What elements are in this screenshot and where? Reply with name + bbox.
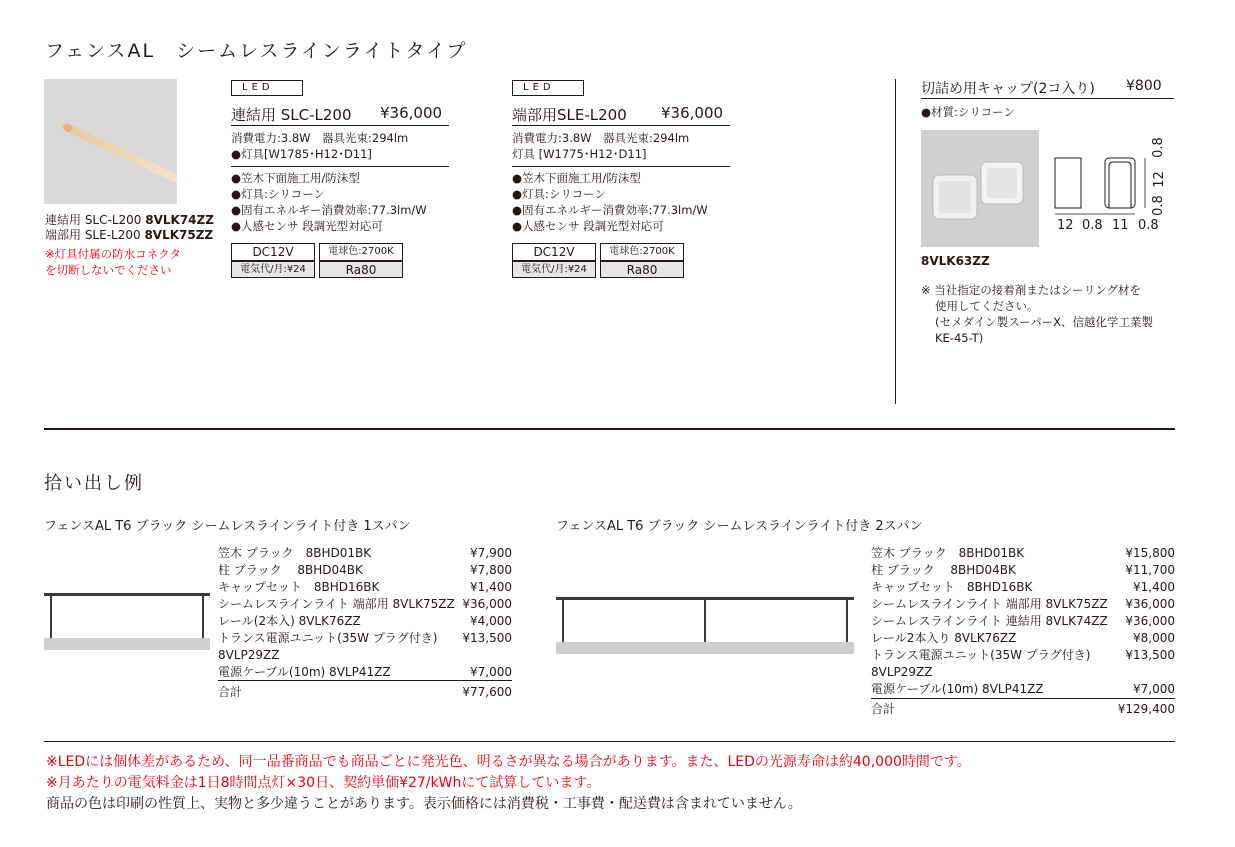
led-strip-image — [44, 79, 177, 204]
spec-line: 灯具 [W1775･H12･D11] — [512, 147, 647, 161]
list-item: 笠木 ブラック 8BHD01BK ¥7,900 — [218, 546, 512, 560]
list-item: トランス電源ユニット(35W プラグ付き) ¥13,500 — [218, 631, 512, 645]
cap-note: KE-45-T) — [935, 331, 984, 345]
cap-note: (セメダイン製スーパーX、信越化学工業製 — [935, 315, 1153, 329]
feature-line: ●固有エネルギー消費効率:77.3lm/W — [231, 203, 427, 217]
list-item: レール2本入り 8VLK76ZZ ¥8,000 — [871, 631, 1175, 645]
spec-line: 消費電力:3.8W 器具光束:294lm — [231, 131, 409, 145]
cap-photo — [921, 130, 1039, 247]
page-title: フェンスAL シームレスラインライトタイプ — [45, 40, 468, 62]
ra-box: Ra80 — [319, 261, 403, 278]
feature-line: ●人感センサ 段調光型対応可 — [231, 219, 383, 233]
dim-h2: 12 — [1151, 171, 1167, 188]
list-item: 柱 ブラック 8BHD04BK ¥7,800 — [218, 563, 512, 577]
product-name: 連結用 SLC-L200 — [231, 106, 352, 124]
example-title-2span: フェンスAL T6 ブラック シームレスラインライト付き 2スパン — [556, 519, 923, 534]
product-photo — [44, 79, 177, 204]
cap-code: 8VLK63ZZ — [921, 254, 990, 268]
ra-box: Ra80 — [600, 261, 684, 278]
cap-note: 使用してください。 — [935, 299, 1039, 313]
voltage-box: DC12V — [512, 243, 596, 261]
list-item: キャップセット 8BHD16BK ¥1,400 — [871, 580, 1175, 594]
example-heading: 拾い出し例 — [44, 473, 144, 494]
product-price: ¥36,000 — [661, 104, 724, 122]
example-title-1span: フェンスAL T6 ブラック シームレスラインライト付き 1スパン — [44, 519, 411, 534]
feature-line: ●人感センサ 段調光型対応可 — [512, 219, 664, 233]
voltage-box: DC12V — [231, 243, 315, 261]
fence-2span-illustration — [556, 594, 856, 654]
warning-text-2: を切断しないでください — [45, 263, 172, 277]
list-item: レール(2本入) 8VLK76ZZ ¥4,000 — [218, 614, 512, 628]
list-item: 笠木 ブラック 8BHD01BK ¥15,800 — [871, 546, 1175, 560]
product-name: 端部用SLE-L200 — [512, 106, 627, 124]
color-temp-box: 電球色:2700K — [600, 243, 684, 261]
cap-note: ※ 当社指定の接着剤またはシーリング材を — [921, 283, 1142, 297]
cap-image — [921, 130, 1039, 247]
dim-w3: 11 — [1112, 218, 1129, 233]
dim-w1: 12 — [1057, 218, 1074, 233]
footer-note-led: ※LEDには個体差があるため、同一品番商品でも商品ごとに発光色、明るさが異なる場合があります。また、LEDの光源寿命は約40,000時間です。 — [46, 754, 971, 770]
led-tag: LED — [512, 80, 584, 96]
section-divider — [44, 428, 1175, 430]
list-item: トランス電源ユニット(35W プラグ付き) ¥13,500 — [871, 648, 1175, 662]
footer-note-price: 商品の色は印刷の性質上、実物と多少違うことがあります。表示価格には消費税・工事費・配送費は含まれていません。 — [46, 796, 802, 812]
monthly-cost-box: 電気代/月:¥24 — [231, 261, 315, 278]
vertical-divider — [895, 79, 896, 404]
footer-note-electricity: ※月あたりの電気料金は1日8時間点灯×30日、契約単価¥27/kWhにて試算しています。 — [46, 775, 601, 791]
cap-name: 切詰め用キャップ(2コ入り) — [921, 81, 1095, 97]
list-item: 柱 ブラック 8BHD04BK ¥11,700 — [871, 563, 1175, 577]
feature-line: ●固有エネルギー消費効率:77.3lm/W — [512, 203, 708, 217]
list-item: シームレスラインライト 端部用 8VLK75ZZ ¥36,000 — [218, 597, 512, 611]
list-item: 電源ケーブル(10m) 8VLP41ZZ ¥7,000 — [218, 665, 512, 679]
list-item: 8VLP29ZZ — [218, 648, 280, 662]
dim-w4: 0.8 — [1138, 218, 1159, 233]
dim-w2: 0.8 — [1082, 218, 1103, 233]
feature-line: ●灯具:シリコーン — [231, 187, 325, 201]
warning-text-1: ※灯具付属の防水コネクタ — [45, 247, 181, 261]
photo-caption-1: 連結用 SLC-L200 8VLK74ZZ — [45, 213, 214, 227]
feature-line: ●笠木下面施工用/防沫型 — [231, 171, 360, 185]
list-item: シームレスラインライト 連結用 8VLK74ZZ ¥36,000 — [871, 614, 1175, 628]
led-tag: LED — [231, 80, 303, 96]
dim-h1: 0.8 — [1150, 137, 1166, 158]
product-price: ¥36,000 — [380, 104, 443, 122]
feature-line: ●灯具:シリコーン — [512, 187, 606, 201]
feature-line: ●笠木下面施工用/防沫型 — [512, 171, 641, 185]
dim-h3: 0.8 — [1150, 195, 1166, 216]
list-item: 8VLP29ZZ — [871, 665, 933, 679]
spec-line: ●灯具[W1785･H12･D11] — [231, 147, 372, 161]
spec-line: 消費電力:3.8W 器具光束:294lm — [512, 131, 690, 145]
photo-caption-2: 端部用 SLE-L200 8VLK75ZZ — [45, 228, 214, 242]
cap-price: ¥800 — [1126, 78, 1162, 94]
fence-1span-illustration — [44, 590, 214, 650]
list-item: シームレスラインライト 端部用 8VLK75ZZ ¥36,000 — [871, 597, 1175, 611]
list-item: キャップセット 8BHD16BK ¥1,400 — [218, 580, 512, 594]
total-row: 合計 ¥129,400 — [871, 702, 1175, 716]
list-item: 電源ケーブル(10m) 8VLP41ZZ ¥7,000 — [871, 682, 1175, 696]
footer-divider — [44, 741, 1175, 742]
color-temp-box: 電球色:2700K — [319, 243, 403, 261]
cap-material: ●材質:シリコーン — [921, 105, 1015, 119]
total-row: 合計 ¥77,600 — [218, 685, 512, 699]
monthly-cost-box: 電気代/月:¥24 — [512, 261, 596, 278]
